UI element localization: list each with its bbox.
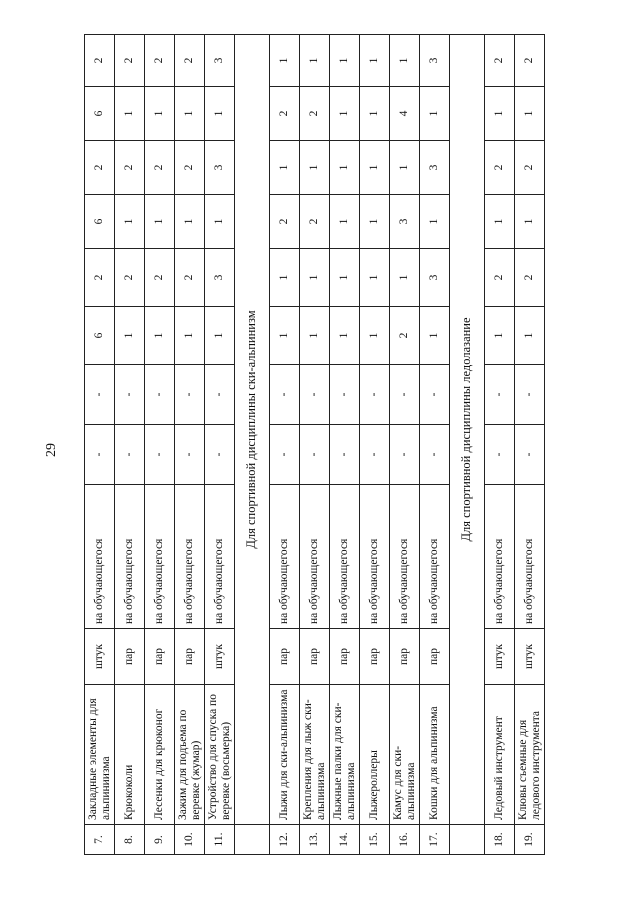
value-cell: 2 [85, 249, 115, 307]
value-cell: 1 [360, 307, 390, 365]
value-cell: 1 [360, 35, 390, 87]
value-cell: 2 [515, 249, 545, 307]
value-cell: 6 [85, 87, 115, 141]
value-cell: 1 [270, 307, 300, 365]
item-name: Устройство для спуска по веревке (восьмерка) [205, 685, 235, 825]
value-cell: - [485, 425, 515, 485]
value-cell: 1 [300, 141, 330, 195]
value-cell: 2 [515, 35, 545, 87]
unit: пар [300, 629, 330, 685]
section-spacer [450, 825, 485, 855]
value-cell: - [330, 365, 360, 425]
value-cell: 1 [330, 141, 360, 195]
value-cell: 3 [390, 195, 420, 249]
value-cell: - [360, 425, 390, 485]
rate: на обучающегося [390, 485, 420, 629]
table-row [390, 35, 420, 855]
value-cell: 1 [330, 195, 360, 249]
value-cell: 2 [300, 195, 330, 249]
value-cell: 2 [145, 249, 175, 307]
value-cell: 2 [515, 141, 545, 195]
value-cell: 1 [270, 141, 300, 195]
value-cell: 2 [145, 35, 175, 87]
value-cell: - [515, 365, 545, 425]
value-cell: - [205, 365, 235, 425]
value-cell: 1 [485, 87, 515, 141]
value-cell: - [145, 365, 175, 425]
value-cell: - [145, 425, 175, 485]
value-cell: 1 [300, 35, 330, 87]
page-number: 29 [44, 443, 59, 457]
value-cell: 1 [390, 249, 420, 307]
table-row [270, 35, 300, 855]
unit: пар [420, 629, 450, 685]
rate: на обучающегося [515, 485, 545, 629]
value-cell: - [85, 365, 115, 425]
item-name: Крюкоколи [115, 685, 145, 825]
value-cell: 2 [115, 249, 145, 307]
value-cell: 2 [175, 249, 205, 307]
value-cell: - [300, 425, 330, 485]
table-body [85, 35, 545, 855]
value-cell: 1 [390, 35, 420, 87]
value-cell: 3 [420, 141, 450, 195]
rate: на обучающегося [420, 485, 450, 629]
item-name: Клювы съемные для ледового инструмента [515, 685, 545, 825]
section-spacer [235, 825, 270, 855]
value-cell: 1 [485, 307, 515, 365]
value-cell: 1 [205, 195, 235, 249]
value-cell: - [390, 425, 420, 485]
row-number: 11. [205, 825, 235, 855]
value-cell: 1 [175, 195, 205, 249]
value-cell: 2 [390, 307, 420, 365]
unit: штук [205, 629, 235, 685]
section-heading: Для спортивной дисциплины ледолазание [450, 35, 485, 825]
row-number: 7. [85, 825, 115, 855]
equipment-table [84, 34, 545, 855]
table-row [85, 35, 115, 855]
item-name: Лыжи для ски-альпинизма [270, 685, 300, 825]
item-name: Закладные элементы для альпиниизма [85, 685, 115, 825]
rate: на обучающегося [360, 485, 390, 629]
rate: на обучающегося [145, 485, 175, 629]
rate: на обучающегося [300, 485, 330, 629]
value-cell: - [270, 425, 300, 485]
value-cell: 3 [205, 141, 235, 195]
value-cell: 1 [360, 141, 390, 195]
value-cell: 2 [270, 195, 300, 249]
value-cell: 1 [270, 35, 300, 87]
table-row [115, 35, 145, 855]
value-cell: 1 [175, 307, 205, 365]
value-cell: 6 [85, 307, 115, 365]
item-name: Зажим для подъема по веревке (жумар) [175, 685, 205, 825]
value-cell: 1 [330, 35, 360, 87]
value-cell: 2 [270, 87, 300, 141]
value-cell: 1 [360, 195, 390, 249]
item-name: Лыжероллеры [360, 685, 390, 825]
table-row [330, 35, 360, 855]
value-cell: 1 [175, 87, 205, 141]
value-cell: 1 [205, 87, 235, 141]
rate: на обучающегося [85, 485, 115, 629]
value-cell: 1 [420, 307, 450, 365]
value-cell: 1 [515, 195, 545, 249]
value-cell: 4 [390, 87, 420, 141]
section-heading: Для спортивной дисциплины ски-альпинизм [235, 35, 270, 825]
value-cell: 1 [205, 307, 235, 365]
unit: пар [330, 629, 360, 685]
table-row [420, 35, 450, 855]
value-cell: - [115, 425, 145, 485]
row-number: 15. [360, 825, 390, 855]
table-row [485, 35, 515, 855]
value-cell: 1 [145, 307, 175, 365]
value-cell: 1 [145, 195, 175, 249]
value-cell: - [175, 365, 205, 425]
value-cell: 2 [145, 141, 175, 195]
table-row [175, 35, 205, 855]
value-cell: 1 [515, 307, 545, 365]
value-cell: 2 [115, 141, 145, 195]
value-cell: 1 [515, 87, 545, 141]
value-cell: 1 [420, 195, 450, 249]
value-cell: 1 [145, 87, 175, 141]
section-row [450, 35, 485, 855]
value-cell: - [270, 365, 300, 425]
row-number: 12. [270, 825, 300, 855]
value-cell: 2 [115, 35, 145, 87]
row-number: 16. [390, 825, 420, 855]
value-cell: 6 [85, 195, 115, 249]
item-name: Кошки для альпинизма [420, 685, 450, 825]
item-name: Камус для ски-альпинизма [390, 685, 420, 825]
value-cell: - [115, 365, 145, 425]
rate: на обучающегося [485, 485, 515, 629]
unit: пар [115, 629, 145, 685]
table-row [300, 35, 330, 855]
value-cell: 2 [85, 141, 115, 195]
value-cell: 1 [330, 249, 360, 307]
value-cell: - [420, 425, 450, 485]
value-cell: 1 [270, 249, 300, 307]
value-cell: 2 [300, 87, 330, 141]
unit: пар [360, 629, 390, 685]
value-cell: - [175, 425, 205, 485]
value-cell: - [485, 365, 515, 425]
value-cell: - [205, 425, 235, 485]
item-name: Лыжные палки для ски-альпинизма [330, 685, 360, 825]
rate: на обучающегося [175, 485, 205, 629]
value-cell: 1 [115, 195, 145, 249]
item-name: Лесенки для крюконог [145, 685, 175, 825]
unit: штук [515, 629, 545, 685]
value-cell: 2 [485, 141, 515, 195]
rate: на обучающегося [205, 485, 235, 629]
value-cell: 1 [330, 307, 360, 365]
rate: на обучающегося [330, 485, 360, 629]
value-cell: 1 [360, 87, 390, 141]
row-number: 13. [300, 825, 330, 855]
value-cell: 3 [420, 249, 450, 307]
value-cell: 1 [420, 87, 450, 141]
value-cell: 2 [85, 35, 115, 87]
value-cell: 1 [360, 249, 390, 307]
value-cell: 1 [300, 249, 330, 307]
value-cell: - [300, 365, 330, 425]
unit: пар [145, 629, 175, 685]
table-row [360, 35, 390, 855]
value-cell: - [360, 365, 390, 425]
table-row [145, 35, 175, 855]
row-number: 19. [515, 825, 545, 855]
unit: штук [85, 629, 115, 685]
row-number: 18. [485, 825, 515, 855]
value-cell: - [330, 425, 360, 485]
item-name: Крепления для лыж ски-альпинизма [300, 685, 330, 825]
value-cell: 2 [485, 35, 515, 87]
value-cell: - [515, 425, 545, 485]
row-number: 9. [145, 825, 175, 855]
unit: пар [270, 629, 300, 685]
row-number: 14. [330, 825, 360, 855]
value-cell: 2 [175, 35, 205, 87]
rate: на обучающегося [270, 485, 300, 629]
value-cell: 1 [115, 307, 145, 365]
value-cell: 1 [390, 141, 420, 195]
unit: пар [390, 629, 420, 685]
value-cell: 1 [300, 307, 330, 365]
value-cell: 2 [485, 249, 515, 307]
section-row [235, 35, 270, 855]
value-cell: 1 [330, 87, 360, 141]
row-number: 10. [175, 825, 205, 855]
unit: штук [485, 629, 515, 685]
value-cell: - [390, 365, 420, 425]
item-name: Ледовый инструмент [485, 685, 515, 825]
value-cell: 3 [205, 35, 235, 87]
row-number: 8. [115, 825, 145, 855]
value-cell: 1 [485, 195, 515, 249]
value-cell: 2 [175, 141, 205, 195]
rate: на обучающегося [115, 485, 145, 629]
unit: пар [175, 629, 205, 685]
value-cell: 3 [420, 35, 450, 87]
value-cell: - [420, 365, 450, 425]
table-row [205, 35, 235, 855]
value-cell: - [85, 425, 115, 485]
value-cell: 3 [205, 249, 235, 307]
table-row [515, 35, 545, 855]
row-number: 17. [420, 825, 450, 855]
value-cell: 1 [115, 87, 145, 141]
